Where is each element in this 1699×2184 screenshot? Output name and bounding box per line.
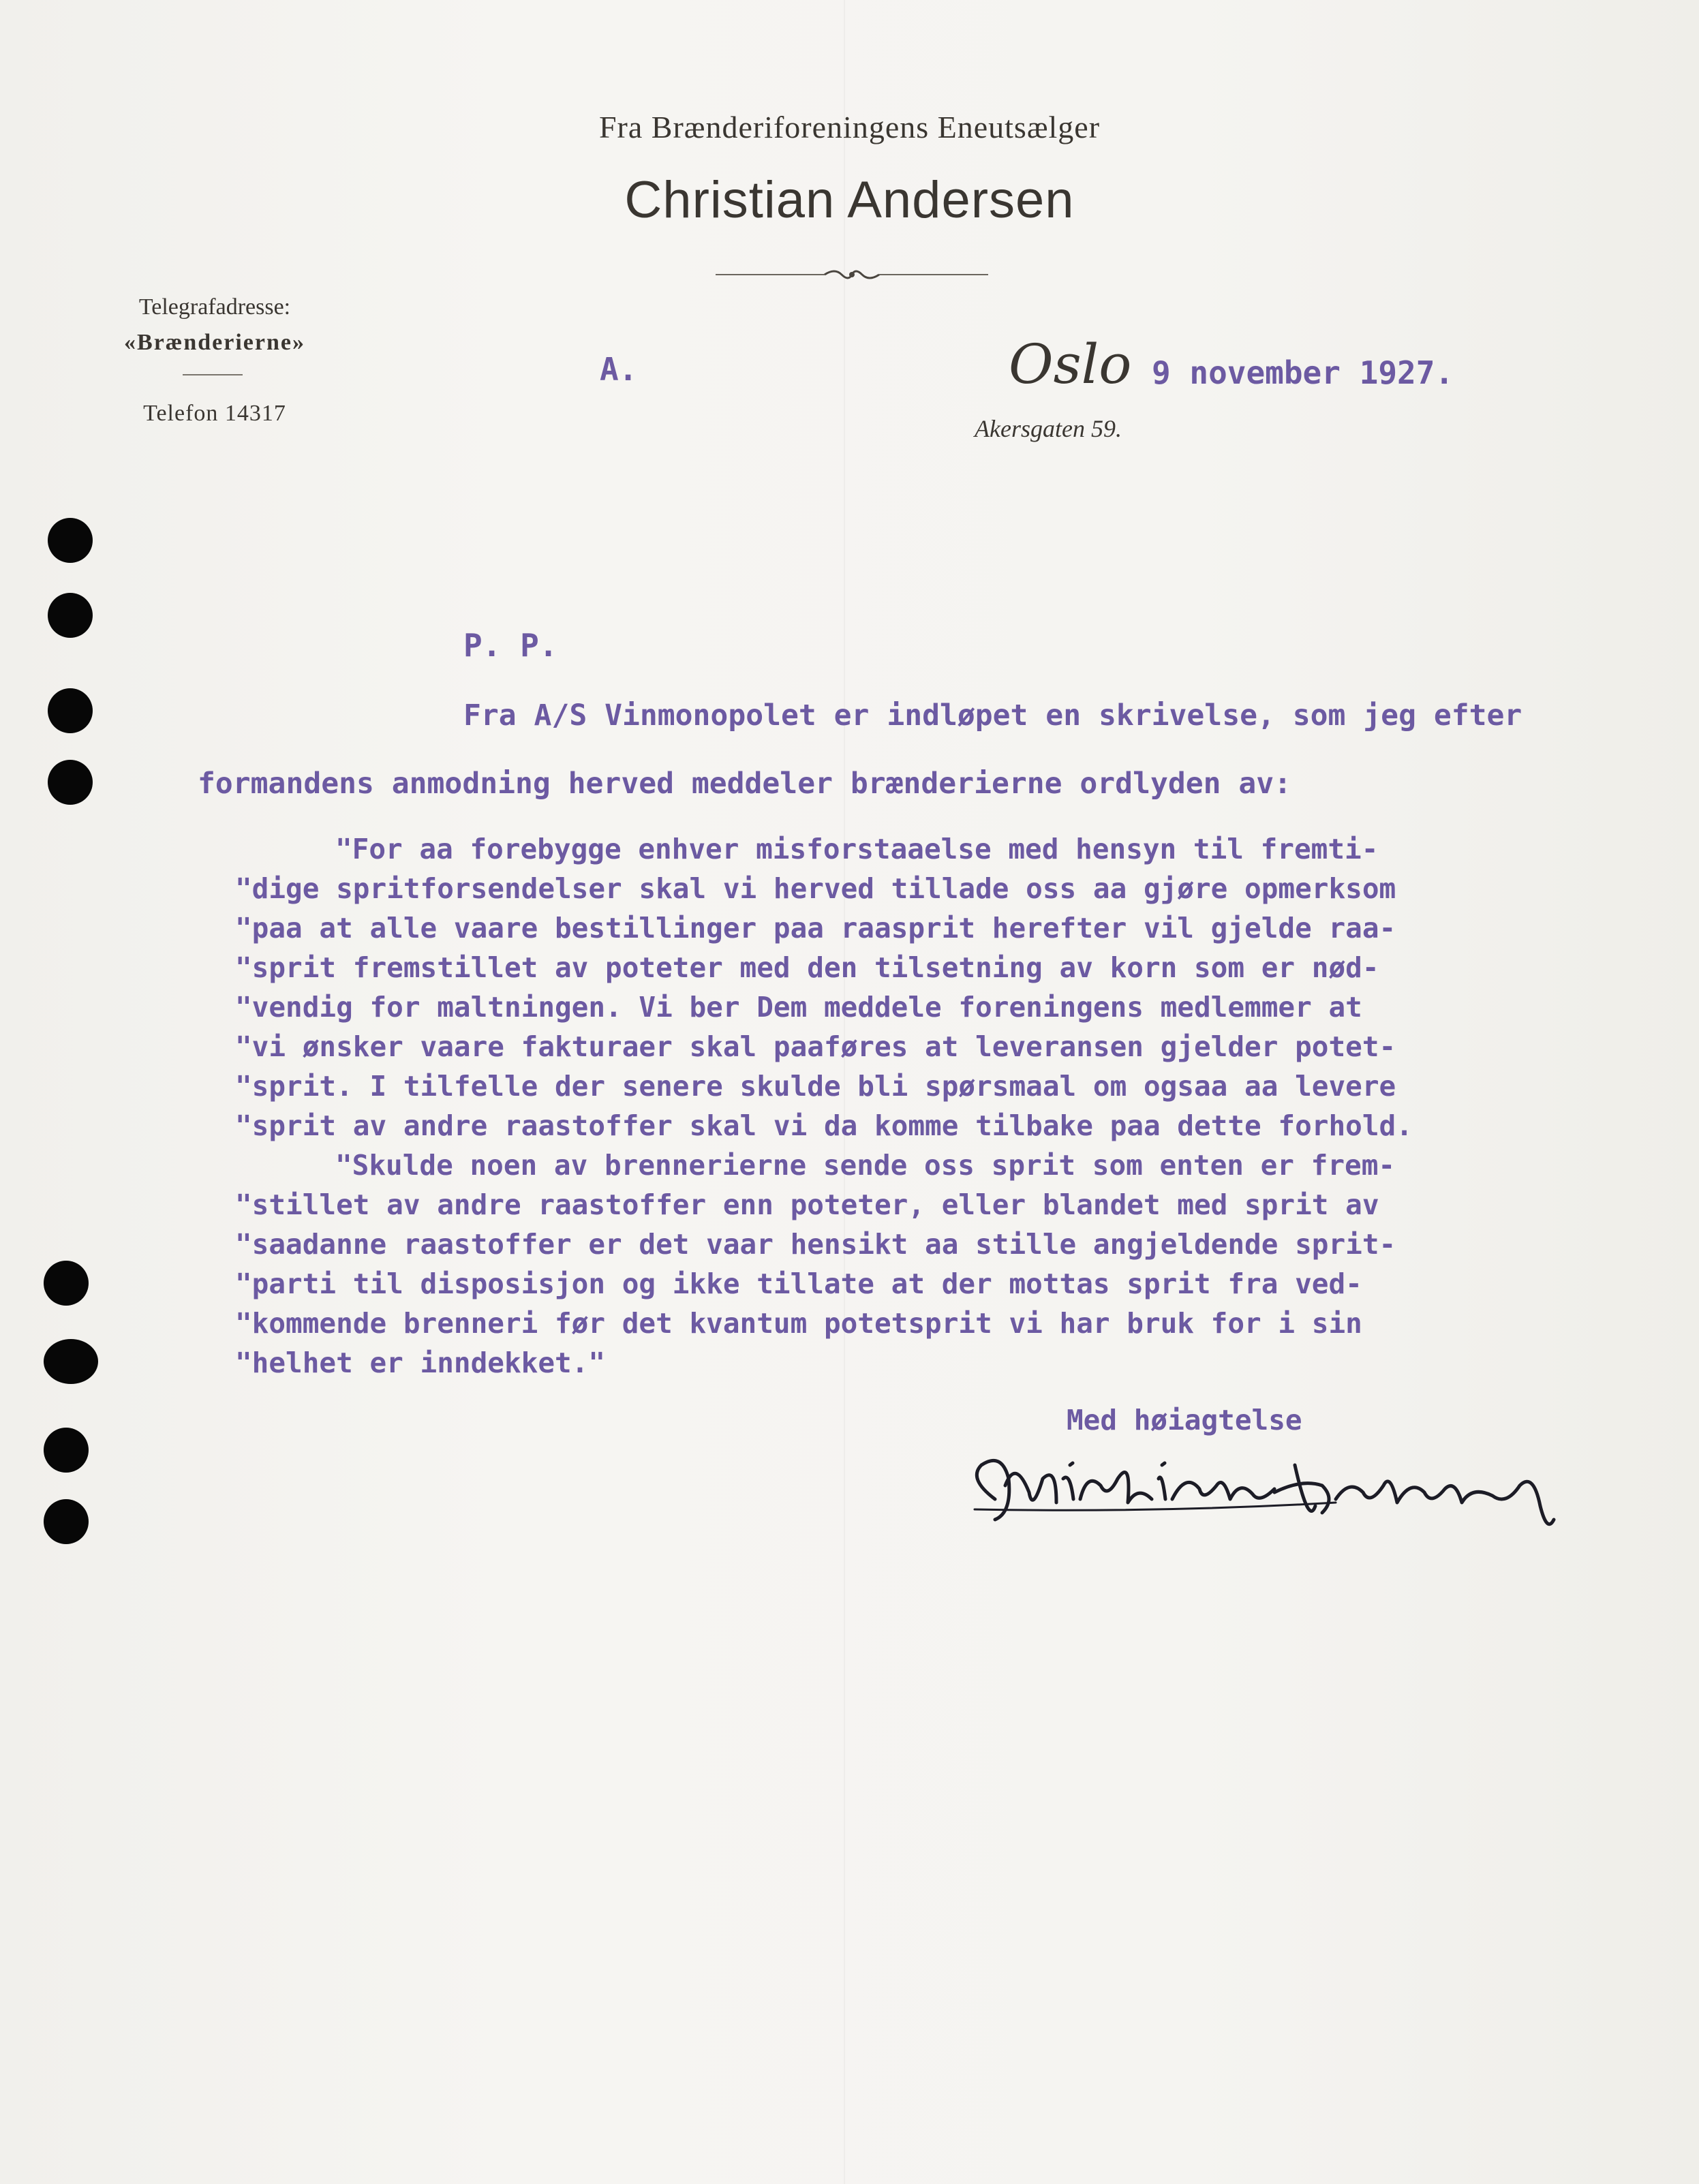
quote-line: "dige spritforsendelser skal vi herved tillade oss aa gjøre opmerksom [235,872,1396,905]
quote-line: "vi ønsker vaare fakturaer skal paaføres at leveransen gjelder potet- [235,1030,1396,1063]
quote-line: "vendig for maltningen. Vi ber Dem meddele foreningens medlemmer at [235,991,1362,1024]
telephone-number: Telefon 14317 [143,401,286,426]
letterhead-name: Christian Andersen [624,171,1075,229]
quote-line: "helhet er inndekket." [235,1347,606,1379]
city-name: Oslo [1009,333,1132,396]
punch-hole [48,518,93,563]
street-address: Akersgaten 59. [975,415,1122,442]
punch-hole [44,1261,89,1306]
quote-line: "stillet av andre raastoffer enn poteter, eller blandet med sprit av [235,1188,1379,1221]
ornament-divider [716,264,988,285]
letterhead-subtitle: Fra Brænderiforeningens Eneutsælger [598,110,1101,144]
telegraph-divider [183,374,243,375]
punch-hole [48,760,93,805]
quote-line: "sprit av andre raastoffer skal vi da komme tilbake paa dette forhold. [235,1109,1413,1142]
punch-hole [44,1339,98,1384]
quote-line: "Skulde noen av brennerierne sende oss sprit som enten er frem- [335,1149,1396,1182]
punch-hole [48,688,93,733]
punch-hole [44,1499,89,1544]
intro-line: formandens anmodning herved meddeler brænderierne ordlyden av: [198,767,1292,801]
salutation: P. P. [463,627,558,664]
telegraph-label: Telegrafadresse: [138,294,291,320]
punch-hole [48,593,93,638]
quote-line: "saadanne raastoffer er det vaar hensikt aa stille angjeldende sprit- [235,1228,1396,1261]
quote-line: "For aa forebygge enhver misforstaaelse med hensyn til fremti- [335,833,1379,865]
intro-line: Fra A/S Vinmonopolet er indløpet en skrivelse, som jeg efter [463,698,1522,733]
quote-line: "kommende brenneri før det kvantum potetsprit vi har bruk for i sin [235,1307,1362,1340]
letter-date: 9 november 1927. [1152,354,1454,391]
closing: Med høiagtelse [1067,1404,1302,1436]
quote-line: "sprit fremstillet av poteter med den tilsetning av korn som er nød- [235,951,1379,984]
signature [954,1438,1602,1560]
quote-line: "paa at alle vaare bestillinger paa raasprit herefter vil gjelde raa- [235,912,1396,944]
reference-mark: A. [600,351,638,388]
punch-hole [44,1428,89,1473]
quote-line: "sprit. I tilfelle der senere skulde bli spørsmaal om ogsaa aa levere [235,1070,1396,1103]
quote-line: "parti til disposisjon og ikke tillate at der mottas sprit fra ved- [235,1267,1362,1300]
telegraph-address: «Brænderierne» [124,330,305,355]
